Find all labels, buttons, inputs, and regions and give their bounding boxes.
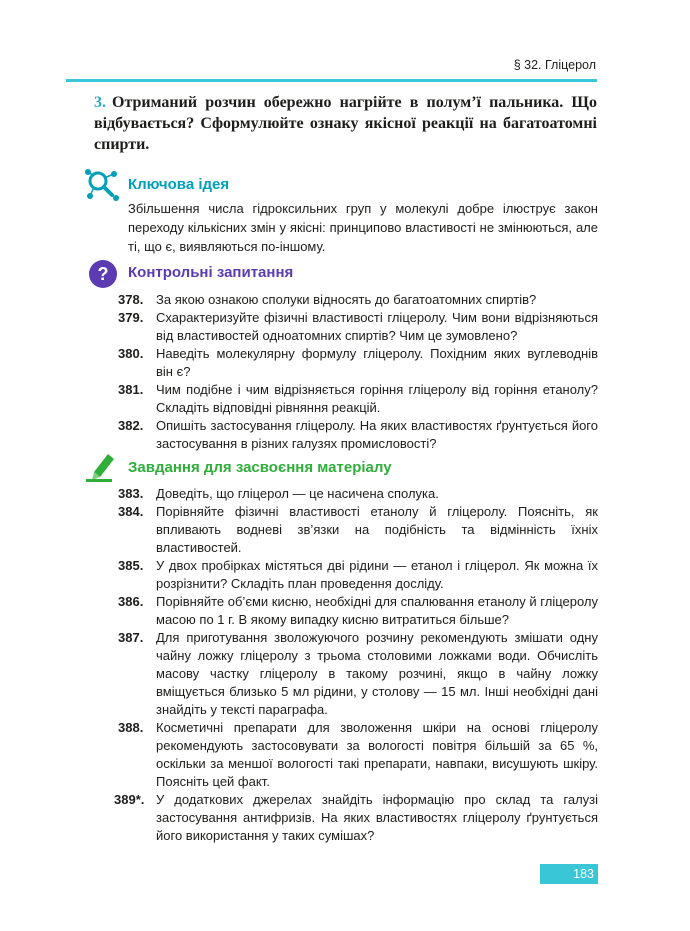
key-idea-title: Ключова ідея	[128, 176, 230, 193]
question-text: Схарактеризуйте фізичні властивості гліцеролу. Чим вони відрізняються від властивостей одноатомних спиртів? Чим це зумовлено?	[156, 310, 598, 343]
task-number: 383.	[118, 486, 144, 501]
question-text: За якою ознакою сполуки відносять до багатоатомних спиртів?	[156, 292, 537, 307]
list-item	[118, 557, 598, 593]
task-number: 387.	[118, 630, 144, 645]
control-questions-list	[118, 291, 598, 453]
question-number: 378.	[118, 292, 144, 307]
task-number: 388.	[118, 720, 144, 735]
task-number: 389*.	[114, 792, 145, 807]
list-item	[118, 629, 598, 719]
question-number: 382.	[118, 418, 144, 433]
task-text: У двох пробірках містяться дві рідини — етанол і гліцерол. Як можна їх розрізнити? Складіть план проведення досліду.	[156, 558, 598, 591]
page-number: 183	[540, 864, 598, 884]
task-text: Для приготування зволожуючого розчину рекомендують змішати одну чайну ложку гліцеролу з трьома столовими ложками води. Обчисліть масову частку гліцеролу в такому розчині, якщо в чайну ложку вміщується близько 5 мл рідини, у столову — 15 мл. Інші необхідні дані знайдіть у тексті параграфа.	[156, 630, 598, 717]
list-item	[118, 485, 598, 503]
header-rule	[66, 79, 597, 82]
question-number: 381.	[118, 382, 144, 397]
list-item	[118, 719, 598, 791]
step-instruction	[94, 92, 597, 155]
task-text: У додаткових джерелах знайдіть інформацію про склад та галузі застосування антифризів. На яких властивостях гліцеролу ґрунтується його використання у таких сумішах?	[156, 792, 598, 843]
list-item	[118, 345, 598, 381]
svg-text:?: ?	[97, 264, 109, 284]
list-item	[118, 503, 598, 557]
list-item	[118, 291, 598, 309]
step-text: Отриманий розчин обережно нагрійте в полум’ї пальника. Що відбувається? Сформулюйте ознаку якісної реакції на багатоатомні спирти.	[94, 94, 597, 153]
tasks-title: Завдання для засвоєння матеріалу	[128, 459, 392, 476]
task-number: 384.	[118, 504, 144, 519]
list-item	[118, 381, 598, 417]
running-header: § 32. Гліцерол	[513, 58, 596, 72]
list-item	[114, 791, 598, 845]
question-number: 380.	[118, 346, 144, 361]
step-number: 3.	[94, 94, 106, 111]
task-number: 385.	[118, 558, 144, 573]
control-questions-title: Контрольні запитання	[128, 264, 294, 281]
question-text: Наведіть молекулярну формулу гліцеролу. Похідним яких вуглеводнів він є?	[156, 346, 598, 379]
list-item	[118, 417, 598, 453]
list-item	[118, 309, 598, 345]
question-text: Опишіть застосування гліцеролу. На яких властивостях ґрунтується його застосування в різних галузях промисловості?	[156, 418, 598, 451]
task-text: Косметичні препарати для зволоження шкіри на основі гліцеролу рекомендують застосовувати за вологості повітря більшій за 65 %, оскільки за меншої вологості такі препарати, навпаки, висушують шкіру. Поясніть цей факт.	[156, 720, 598, 789]
key-idea-text: Збільшення числа гідроксильних груп у молекулі добре ілюструє закон переходу кількісних змін у якісні: принципово властивості не змінюються, але ті, що є, виявляються по-іншому.	[128, 201, 598, 254]
question-number: 379.	[118, 310, 144, 325]
question-icon	[88, 259, 118, 289]
task-number: 386.	[118, 594, 144, 609]
task-text: Порівняйте фізичні властивості етанолу й гліцеролу. Поясніть, як впливають водневі зв’язки на подібність та відмінність їхніх властивостей.	[156, 504, 598, 555]
task-text: Доведіть, що гліцерол — це насичена сполука.	[156, 486, 439, 501]
key-idea-icon	[84, 168, 120, 202]
pencil-icon	[84, 450, 118, 484]
task-text: Порівняйте об’єми кисню, необхідні для спалювання етанолу й гліцеролу масою по 1 г. В якому випадку кисню витратиться більше?	[156, 594, 598, 627]
question-text: Чим подібне і чим відрізняється горіння гліцеролу від горіння етанолу? Складіть відповідні рівняння реакцій.	[156, 382, 598, 415]
tasks-list	[114, 485, 598, 845]
list-item	[118, 593, 598, 629]
